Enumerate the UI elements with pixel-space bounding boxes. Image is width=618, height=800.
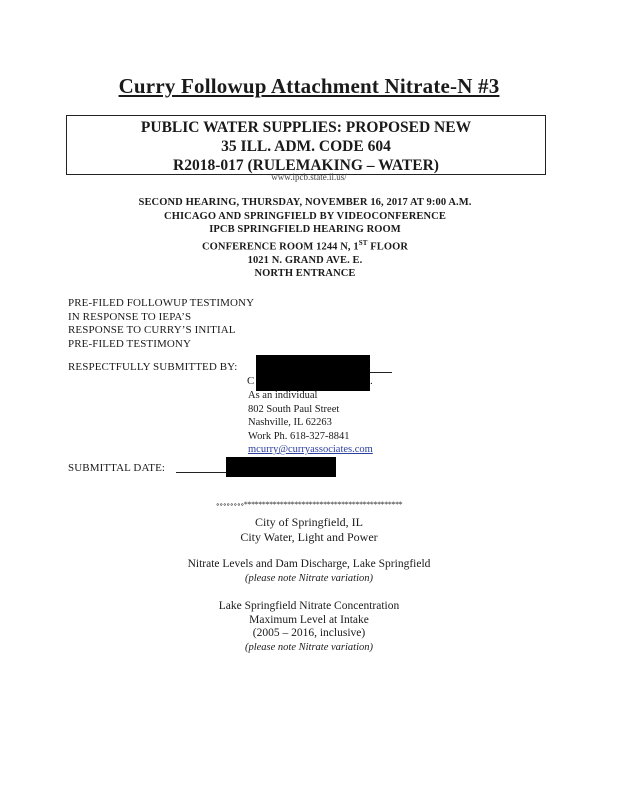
hearing-line-1: SECOND HEARING, THURSDAY, NOVEMBER 16, 2017 AT 9:00 A.M. [138, 197, 472, 208]
prefiled-line-4: PRE-FILED TESTIMONY [68, 337, 192, 350]
submitter-address [248, 389, 373, 457]
hearing-line-2: CHICAGO AND SPRINGFIELD BY VIDEOCONFERENCE [164, 210, 446, 222]
submittal-date-label: SUBMITTAL DATE: [68, 462, 166, 474]
hearing-line-6: NORTH ENTRANCE [254, 268, 356, 279]
prefiled-line-3: RESPONSE TO CURRY’S INITIAL [68, 324, 236, 336]
hearing-line-5: 1021 N. GRAND AVE. E. [247, 254, 363, 266]
rulemaking-header-box [66, 115, 546, 175]
hearing-line-4 [110, 237, 500, 254]
header-line-1: PUBLIC WATER SUPPLIES: PROPOSED NEW [140, 119, 472, 136]
prefiled-testimony-block [68, 297, 254, 351]
prefiled-line-2: IN RESPONSE TO IEPA’S [68, 310, 192, 323]
hearing-info [110, 196, 500, 281]
section-2-line-2: Maximum Level at Intake [249, 613, 369, 626]
section-2-note: (please note Nitrate variation) [244, 641, 374, 653]
attachment-section-1 [0, 558, 618, 585]
header-line-2: 35 ILL. ADM. CODE 604 [221, 138, 391, 155]
submitter-name-trail: . [370, 375, 373, 387]
city-line-2: City Water, Light and Power [240, 530, 378, 544]
redaction-box-name [256, 355, 370, 391]
signature-line [370, 372, 392, 373]
hearing-room: CONFERENCE ROOM 1244 N, 1 [201, 241, 359, 252]
section-1-title: Nitrate Levels and Dam Discharge, Lake Springfield [187, 558, 431, 570]
floor-word: FLOOR [367, 241, 409, 252]
document-title: Curry Followup Attachment Nitrate-N #3 [118, 74, 500, 98]
submitter-name-partial: C [247, 375, 255, 387]
section-1-note: (please note Nitrate variation) [244, 572, 374, 584]
section-2-line-3: (2005 – 2016, inclusive) [252, 627, 366, 639]
submitter-phone: Work Ph. 618-327-8841 [248, 430, 350, 442]
submitter-email-link[interactable]: mcurry@curryassociates.com [248, 444, 373, 455]
submitted-by-label: RESPECTFULLY SUBMITTED BY: [68, 361, 238, 373]
city-line-1: City of Springfield, IL [255, 515, 363, 529]
section-2-line-1: Lake Springfield Nitrate Concentration [218, 600, 400, 612]
website-url: www.ipcb.state.il.us/ [271, 172, 347, 182]
attachment-section-2 [0, 600, 618, 654]
city-block [0, 515, 618, 545]
section-divider: ∘∘∘∘∘∘∘∘******************************************** [215, 500, 403, 509]
redaction-box-date [226, 457, 336, 477]
hearing-line-3: IPCB SPRINGFIELD HEARING ROOM [209, 224, 401, 235]
prefiled-line-1: PRE-FILED FOLLOWUP TESTIMONY [68, 297, 255, 309]
submitter-street: 802 South Paul Street [248, 403, 340, 415]
submitter-capacity: As an individual [248, 390, 318, 401]
header-line-3: R2018-017 (RULEMAKING – WATER) [173, 157, 439, 174]
floor-ordinal: ST [358, 238, 368, 247]
submitter-city: Nashville, IL 62263 [248, 417, 332, 428]
